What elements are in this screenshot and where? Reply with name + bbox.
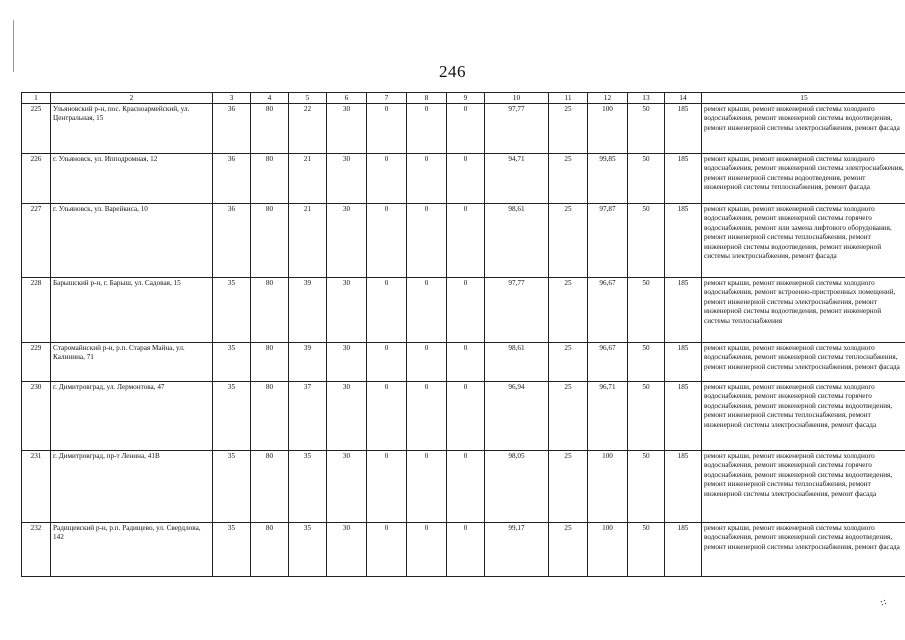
value-cell: 39: [289, 277, 327, 342]
value-cell: 0: [367, 450, 407, 522]
row-number: 225: [22, 103, 51, 153]
table-row: [22, 381, 905, 450]
value-cell: 185: [665, 450, 702, 522]
row-number: 231: [22, 450, 51, 522]
column-header: 4: [251, 93, 289, 104]
table-body: [22, 93, 905, 577]
value-cell: 0: [447, 103, 485, 153]
value-cell: 0: [407, 277, 447, 342]
row-number: 226: [22, 153, 51, 203]
value-cell: 25: [549, 277, 588, 342]
value-cell: 0: [447, 342, 485, 381]
value-cell: 185: [665, 203, 702, 277]
value-cell: 0: [447, 450, 485, 522]
value-cell: 185: [665, 522, 702, 576]
column-header: 13: [628, 93, 665, 104]
value-cell: 25: [549, 203, 588, 277]
value-cell: 98,61: [485, 342, 549, 381]
table-row: [22, 153, 905, 203]
address-cell: г. Димитровград, ул. Лермонтова, 47: [51, 381, 213, 450]
value-cell: 21: [289, 153, 327, 203]
column-header: 12: [588, 93, 628, 104]
value-cell: 80: [251, 153, 289, 203]
value-cell: 25: [549, 522, 588, 576]
value-cell: 99,85: [588, 153, 628, 203]
value-cell: 80: [251, 522, 289, 576]
address-cell: Барышский р-н, г. Барыш, ул. Садовая, 15: [51, 277, 213, 342]
value-cell: 99,17: [485, 522, 549, 576]
value-cell: 21: [289, 203, 327, 277]
column-header: 14: [665, 93, 702, 104]
value-cell: 0: [407, 450, 447, 522]
value-cell: 185: [665, 103, 702, 153]
address-cell: Старомайнский р-н, р.п. Старая Майна, ул. Калинина, 71: [51, 342, 213, 381]
value-cell: 35: [213, 522, 251, 576]
column-header: 10: [485, 93, 549, 104]
value-cell: 80: [251, 342, 289, 381]
address-cell: Радищевский р-н, р.п. Радищево, ул. Свердлова, 142: [51, 522, 213, 576]
value-cell: 30: [327, 277, 367, 342]
row-number: 229: [22, 342, 51, 381]
register-table: [21, 92, 905, 577]
value-cell: 98,61: [485, 203, 549, 277]
value-cell: 39: [289, 342, 327, 381]
value-cell: 96,67: [588, 342, 628, 381]
value-cell: 35: [213, 450, 251, 522]
table-row: [22, 522, 905, 576]
value-cell: 100: [588, 522, 628, 576]
scan-mark: ⁘: [875, 594, 891, 612]
value-cell: 94,71: [485, 153, 549, 203]
works-cell: ремонт крыши, ремонт инженерной системы холодного водоснабжения, ремонт инженерной системы водоотведения, ремонт инженерной системы электроснабжения, ремонт фасада: [702, 522, 905, 576]
value-cell: 0: [367, 203, 407, 277]
value-cell: 30: [327, 103, 367, 153]
value-cell: 35: [213, 277, 251, 342]
value-cell: 100: [588, 103, 628, 153]
value-cell: 96,71: [588, 381, 628, 450]
value-cell: 0: [367, 522, 407, 576]
row-number: 230: [22, 381, 51, 450]
address-cell: г. Ульяновск, ул. Варейкиса, 10: [51, 203, 213, 277]
row-number: 232: [22, 522, 51, 576]
address-cell: г. Ульяновск, ул. Ипподромная, 12: [51, 153, 213, 203]
column-header: 3: [213, 93, 251, 104]
value-cell: 80: [251, 450, 289, 522]
value-cell: 0: [367, 103, 407, 153]
value-cell: 0: [447, 153, 485, 203]
header-row: [22, 93, 905, 104]
value-cell: 36: [213, 153, 251, 203]
value-cell: 0: [447, 381, 485, 450]
value-cell: 35: [213, 381, 251, 450]
value-cell: 80: [251, 103, 289, 153]
value-cell: 30: [327, 342, 367, 381]
table-row: [22, 277, 905, 342]
value-cell: 50: [628, 153, 665, 203]
value-cell: 25: [549, 153, 588, 203]
column-header: 2: [51, 93, 213, 104]
value-cell: 0: [447, 522, 485, 576]
value-cell: 96,94: [485, 381, 549, 450]
value-cell: 0: [367, 153, 407, 203]
value-cell: 0: [407, 203, 447, 277]
value-cell: 185: [665, 153, 702, 203]
value-cell: 100: [588, 450, 628, 522]
column-header: 11: [549, 93, 588, 104]
value-cell: 97,77: [485, 103, 549, 153]
value-cell: 0: [367, 277, 407, 342]
value-cell: 30: [327, 381, 367, 450]
value-cell: 50: [628, 103, 665, 153]
page-number: 246: [439, 62, 466, 81]
value-cell: 50: [628, 203, 665, 277]
works-cell: ремонт крыши, ремонт инженерной системы холодного водоснабжения, ремонт инженерной системы горячего водоснабжения, ремонт инженерной системы водоотведения, ремонт инженерной системы теплоснабжения, ремонт инженерной системы электроснабжения, ремонт фасада: [702, 381, 905, 450]
value-cell: 35: [289, 522, 327, 576]
value-cell: 37: [289, 381, 327, 450]
value-cell: 80: [251, 203, 289, 277]
value-cell: 185: [665, 381, 702, 450]
row-number: 228: [22, 277, 51, 342]
value-cell: 50: [628, 450, 665, 522]
works-cell: ремонт крыши, ремонт инженерной системы холодного водоснабжения, ремонт инженерной системы теплоснабжения, ремонт инженерной системы электроснабжения, ремонт фасада: [702, 342, 905, 381]
value-cell: 30: [327, 203, 367, 277]
value-cell: 0: [367, 342, 407, 381]
works-cell: ремонт крыши, ремонт инженерной системы холодного водоснабжения, ремонт инженерной системы горячего водоснабжения, ремонт или замена лифтового оборудования, ремонт инженерной системы теплоснабжения, ремонт инженерной системы водоотведения, ремонт инженерной системы электроснабжения, ремонт фасада: [702, 203, 905, 277]
value-cell: 35: [213, 342, 251, 381]
works-cell: ремонт крыши, ремонт инженерной системы холодного водоснабжения, ремонт инженерной системы электроснабжения, ремонт инженерной системы водоотведения, ремонт инженерной системы теплоснабжения, ремонт фасада: [702, 153, 905, 203]
column-header: 8: [407, 93, 447, 104]
value-cell: 25: [549, 450, 588, 522]
value-cell: 0: [407, 153, 447, 203]
value-cell: 50: [628, 277, 665, 342]
value-cell: 0: [407, 381, 447, 450]
value-cell: 0: [407, 342, 447, 381]
table-row: [22, 203, 905, 277]
value-cell: 0: [367, 381, 407, 450]
value-cell: 80: [251, 277, 289, 342]
value-cell: 97,87: [588, 203, 628, 277]
column-header: 5: [289, 93, 327, 104]
value-cell: 80: [251, 381, 289, 450]
value-cell: 36: [213, 203, 251, 277]
value-cell: 96,67: [588, 277, 628, 342]
column-header: 9: [447, 93, 485, 104]
value-cell: 22: [289, 103, 327, 153]
column-header: 7: [367, 93, 407, 104]
works-cell: ремонт крыши, ремонт инженерной системы холодного водоснабжения, ремонт инженерной системы водоотведения, ремонт инженерной системы электроснабжения, ремонт фасада: [702, 103, 905, 153]
value-cell: 25: [549, 381, 588, 450]
value-cell: 97,77: [485, 277, 549, 342]
value-cell: 185: [665, 342, 702, 381]
value-cell: 50: [628, 342, 665, 381]
works-cell: ремонт крыши, ремонт инженерной системы холодного водоснабжения, ремонт инженерной системы горячего водоснабжения, ремонт инженерной системы водоотведения, ремонт инженерной системы теплоснабжения, ремонт инженерной системы электроснабжения, ремонт фасада: [702, 450, 905, 522]
value-cell: 185: [665, 277, 702, 342]
value-cell: 98,05: [485, 450, 549, 522]
row-number: 227: [22, 203, 51, 277]
value-cell: 30: [327, 153, 367, 203]
value-cell: 0: [407, 103, 447, 153]
column-header: 6: [327, 93, 367, 104]
column-header: 1: [22, 93, 51, 104]
value-cell: 0: [407, 522, 447, 576]
address-cell: г. Димитровград, пр-т Ленина, 41В: [51, 450, 213, 522]
value-cell: 35: [289, 450, 327, 522]
value-cell: 50: [628, 381, 665, 450]
value-cell: 30: [327, 450, 367, 522]
value-cell: 30: [327, 522, 367, 576]
value-cell: 36: [213, 103, 251, 153]
value-cell: 25: [549, 103, 588, 153]
works-cell: ремонт крыши, ремонт инженерной системы холодного водоснабжения, ремонт встроенно-пристроенных помещений, ремонт инженерной системы электроснабжения, ремонт инженерной системы водоотведения, ремонт инженерной системы теплоснабжения: [702, 277, 905, 342]
value-cell: 25: [549, 342, 588, 381]
value-cell: 50: [628, 522, 665, 576]
column-header: 15: [702, 93, 905, 104]
value-cell: 0: [447, 277, 485, 342]
value-cell: 0: [447, 203, 485, 277]
table-row: [22, 450, 905, 522]
address-cell: Ульяновский р-н, пос. Красноармейский, ул. Центральная, 15: [51, 103, 213, 153]
table-row: [22, 103, 905, 153]
table-row: [22, 342, 905, 381]
